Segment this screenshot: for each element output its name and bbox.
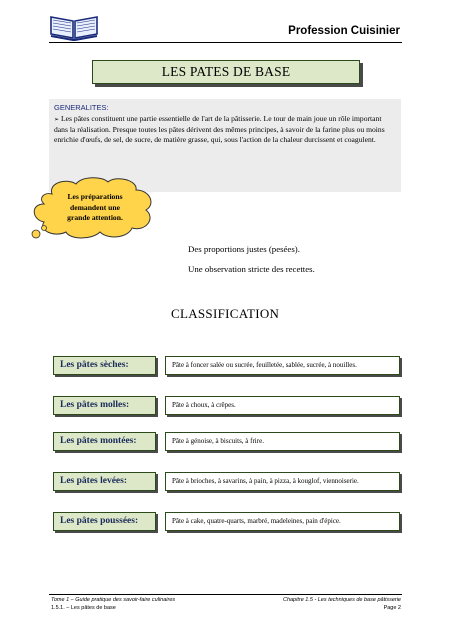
- row-label: Les pâtes poussées:: [53, 512, 156, 531]
- row-label: Les pâtes sèches:: [53, 356, 156, 375]
- row-value: Pâte à génoise, à biscuits, à frire.: [165, 432, 400, 451]
- row-label: Les pâtes molles:: [53, 396, 156, 415]
- generalites-paragraph: Les pâtes constituent une partie essentielle de l'art de la pâtisserie. Le tour de main joue un rôle important dans la réalisation. Presque toutes les pâtes dérivent des mêmes principes, à savoir de la farine plus ou moins enrichie d'œufs, de sel, de sucre, de matière grasse, qui, sous l'action de la chaleur durcissent et coagulent.: [54, 114, 385, 145]
- generalites-text: [54, 114, 396, 146]
- footer-page-number: Page 2: [383, 605, 401, 611]
- header-title: Profession Cuisinier: [288, 25, 400, 37]
- footer-chapter: Chapitre 1.5 - Les techniques de base pâtisserie: [282, 597, 401, 603]
- row-label: Les pâtes montées:: [53, 432, 156, 451]
- footer-book-title: Tome 1 – Guide pratique des savoir-faire culinaires: [51, 597, 176, 603]
- footer-section: 1.5.1. – Les pâtes de base: [51, 605, 116, 611]
- row-value: Pâte à cake, quatre-quarts, marbré, madeleines, pain d'épice.: [165, 512, 400, 531]
- header-rule: [49, 42, 402, 43]
- callout-text: [52, 192, 138, 224]
- callout-line: Les préparations: [67, 192, 123, 201]
- row-value: Pâte à choux, à crêpes.: [165, 396, 400, 415]
- callout-line: grande attention.: [67, 213, 123, 222]
- proportions-line: Des proportions justes (pesées).: [188, 244, 300, 254]
- callout-line: demandent une: [69, 202, 120, 212]
- observation-line: Une observation stricte des recettes.: [188, 264, 315, 274]
- footer-rule: [49, 594, 402, 595]
- row-value: Pâte à brioches, à savarins, à pain, à pizza, à kouglof, viennoiserie.: [165, 472, 400, 491]
- page-title: LES PATES DE BASE: [92, 60, 360, 84]
- arrow-bullet-icon: ➢: [54, 117, 60, 123]
- generalites-heading: GENERALITES:: [54, 103, 109, 112]
- open-book-icon: [49, 11, 99, 41]
- classification-heading: CLASSIFICATION: [171, 306, 280, 321]
- row-label: Les pâtes levées:: [53, 472, 156, 491]
- row-value: Pâte à foncer salée ou sucrée, feuilletée, sablée, sucrée, à nouilles.: [165, 356, 400, 375]
